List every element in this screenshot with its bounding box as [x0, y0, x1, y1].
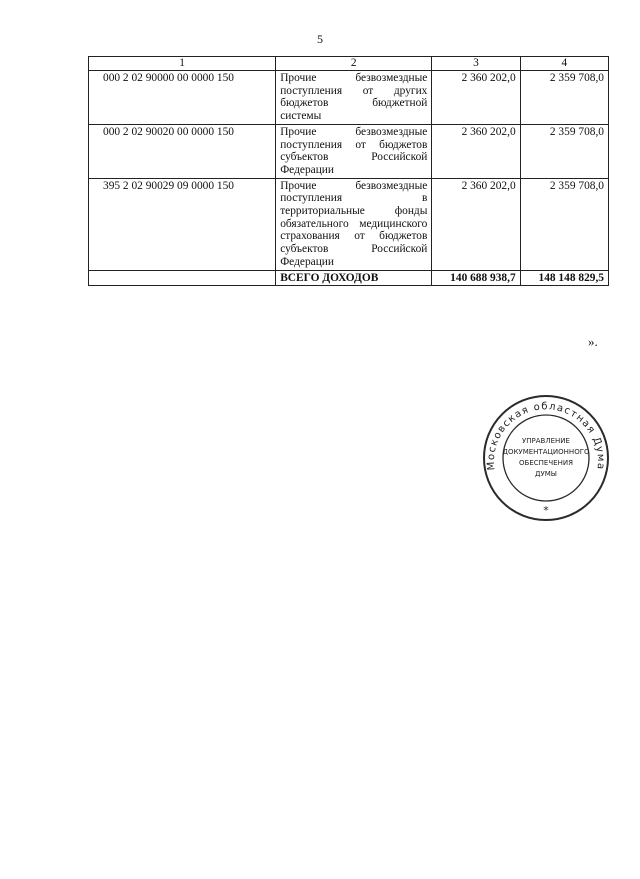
official-stamp	[481, 393, 611, 523]
table-row	[89, 71, 609, 125]
amount-cell-year1: 2 360 202,0	[432, 71, 520, 125]
stamp-line-4: ДУМЫ	[535, 470, 557, 478]
revenue-table	[88, 56, 609, 286]
total-row	[89, 270, 609, 286]
amount-cell-year2: 2 359 708,0	[520, 71, 608, 125]
amount-cell-year1: 2 360 202,0	[432, 124, 520, 178]
item-name-cell: Прочие безвозмездные поступления в территориальные фонды обязательного медицинского страхования от бюджетов субъектов Российской Федерации	[276, 178, 432, 270]
budget-code-cell: 000 2 02 90020 00 0000 150	[89, 124, 276, 178]
table-header-row	[89, 57, 609, 71]
column-header-4: 4	[520, 57, 608, 71]
stamp-ring-text: Московская областная Дума	[485, 401, 607, 471]
amount-cell-year2: 2 359 708,0	[520, 178, 608, 270]
column-header-1: 1	[89, 57, 276, 71]
empty-code-cell	[89, 270, 276, 286]
item-name-cell: Прочие безвозмездные поступления от других бюджетов бюджетной системы	[276, 71, 432, 125]
stamp-line-2: ДОКУМЕНТАЦИОННОГО	[502, 448, 590, 456]
page-number: 5	[317, 32, 323, 46]
budget-code-cell: 395 2 02 90029 09 0000 150	[89, 178, 276, 270]
total-year2: 148 148 829,5	[520, 270, 608, 286]
stamp-inner-ring	[503, 415, 589, 501]
column-header-3: 3	[432, 57, 520, 71]
total-label: ВСЕГО ДОХОДОВ	[276, 270, 432, 286]
table-row	[89, 178, 609, 270]
amount-cell-year2: 2 359 708,0	[520, 124, 608, 178]
table-row	[89, 124, 609, 178]
stamp-line-3: ОБЕСПЕЧЕНИЯ	[519, 459, 573, 467]
stamp-star-icon: *	[543, 504, 549, 517]
amount-cell-year1: 2 360 202,0	[432, 178, 520, 270]
item-name-cell: Прочие безвозмездные поступления от бюджетов субъектов Российской Федерации	[276, 124, 432, 178]
column-header-2: 2	[276, 57, 432, 71]
total-year1: 140 688 938,7	[432, 270, 520, 286]
stamp-line-1: УПРАВЛЕНИЕ	[522, 437, 570, 445]
closing-quote-mark: ».	[588, 334, 598, 349]
budget-code-cell: 000 2 02 90000 00 0000 150	[89, 71, 276, 125]
